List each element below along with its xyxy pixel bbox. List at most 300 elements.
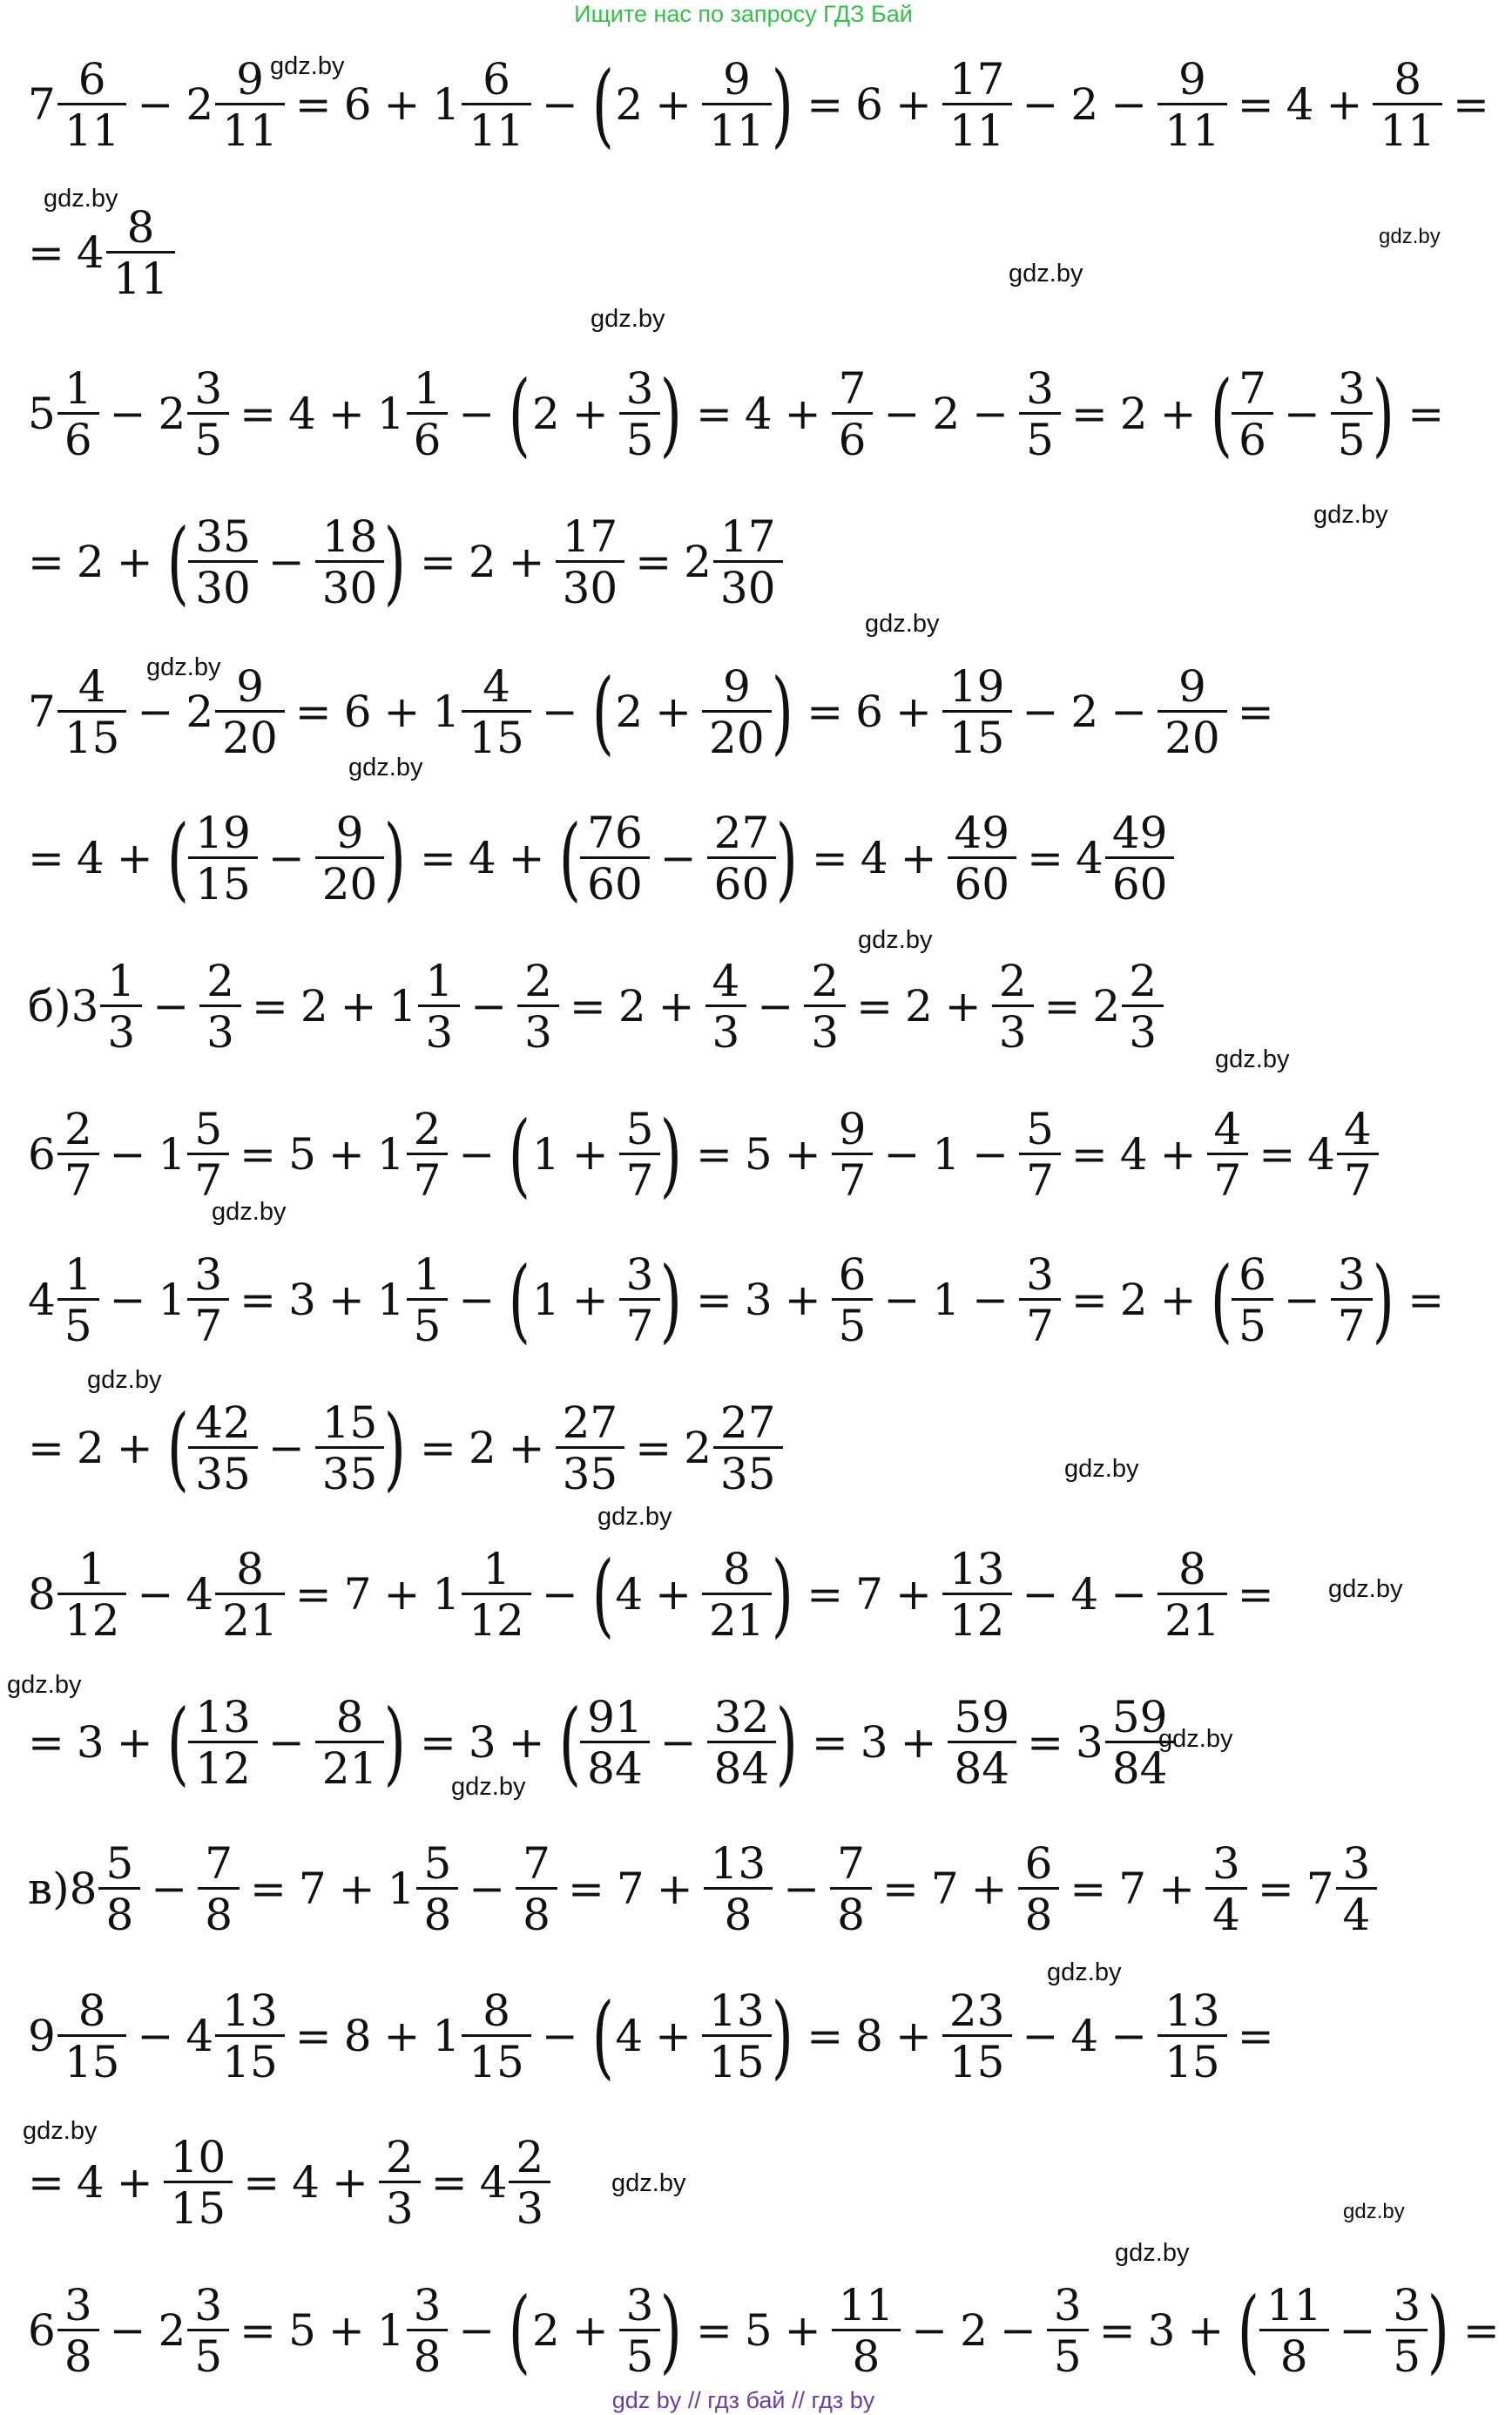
fraction <box>381 2131 419 2234</box>
operator: + <box>383 687 421 737</box>
fraction-stack <box>709 955 744 1058</box>
operator: = <box>567 1864 604 1914</box>
denominator: 5 <box>619 2329 661 2378</box>
right-paren: ) <box>1372 1247 1394 1353</box>
operator: − <box>1339 2305 1376 2356</box>
operator: = <box>1259 1129 1296 1180</box>
whole-part: 6 <box>28 1129 56 1180</box>
whole-part: 1 <box>376 389 405 439</box>
fraction-stack <box>219 660 281 763</box>
fraction <box>1021 1248 1059 1351</box>
fraction <box>707 955 746 1058</box>
operator: + <box>571 389 609 439</box>
numerator: 42 <box>195 1397 251 1448</box>
fraction-stack <box>705 1985 768 2087</box>
numerator: 8 <box>1178 1543 1206 1594</box>
denominator: 8 <box>57 2329 99 2378</box>
denominator: 8 <box>516 1887 557 1937</box>
right-paren: ) <box>660 1101 683 1208</box>
fraction <box>621 1248 659 1351</box>
operator: + <box>900 1717 937 1768</box>
operator: = <box>251 981 288 1032</box>
operator: − <box>883 389 921 439</box>
operator: − <box>137 79 174 130</box>
right-paren: ) <box>384 805 407 911</box>
term: 7 <box>855 1569 883 1620</box>
denominator: 12 <box>188 1741 258 1790</box>
operator: = <box>807 2011 844 2061</box>
whole-part: 2 <box>158 389 186 439</box>
fraction-stack <box>946 1543 1009 1646</box>
mixed-number <box>376 1103 447 1206</box>
whole-part: 1 <box>432 1569 461 1620</box>
term: 1 <box>531 1129 560 1180</box>
fraction-stack <box>61 53 124 156</box>
operator: − <box>458 389 496 439</box>
fraction <box>1159 1985 1225 2087</box>
operator: + <box>900 833 937 883</box>
denominator: 7 <box>187 1153 229 1202</box>
operator: + <box>508 537 545 587</box>
fraction <box>1049 2279 1087 2382</box>
equation-line <box>28 51 1502 158</box>
operator: = <box>240 1275 277 1325</box>
fraction <box>834 2279 900 2382</box>
term: в) <box>28 1864 70 1914</box>
equation-line <box>28 361 1456 467</box>
numerator: 23 <box>948 1985 1005 2036</box>
right-paren: ) <box>771 1541 793 1647</box>
operator: = <box>419 833 456 883</box>
term: 7 <box>343 1569 372 1620</box>
fraction <box>834 1248 872 1351</box>
equation-line <box>28 955 1162 1058</box>
footer-links[interactable]: gdz by // гдз бай // гдз by <box>611 2387 875 2413</box>
numerator: 2 <box>1129 955 1158 1006</box>
term: 5 <box>288 1129 316 1180</box>
whole-part: 2 <box>684 537 712 587</box>
term: 3 <box>288 1275 316 1325</box>
fraction <box>944 1543 1010 1646</box>
numerator: 3 <box>194 362 223 414</box>
operator: − <box>1110 79 1148 130</box>
denominator: 35 <box>315 1446 385 1496</box>
denominator: 84 <box>948 1741 1017 1790</box>
operator: − <box>999 2305 1036 2356</box>
whole-part: 9 <box>28 2011 56 2061</box>
denominator: 7 <box>187 1298 229 1348</box>
mixed-number <box>186 1543 282 1646</box>
fraction-stack <box>711 807 773 910</box>
numerator: 5 <box>194 1103 223 1154</box>
mixed-number <box>28 1543 125 1646</box>
watermark-text: gdz.by <box>1115 2239 1190 2267</box>
fraction-stack <box>167 2131 230 2234</box>
denominator: 7 <box>619 1153 661 1202</box>
denominator: 7 <box>407 1153 449 1202</box>
continuation-equals: = <box>28 833 64 883</box>
numerator: 18 <box>321 511 378 562</box>
fraction <box>199 1837 238 1940</box>
fraction <box>704 53 770 156</box>
term: 5 <box>744 1129 773 1180</box>
fraction-stack <box>61 660 124 763</box>
numerator: 5 <box>1026 1103 1054 1154</box>
watermark-text: gdz.by <box>1064 1455 1139 1483</box>
watermark-text: gdz.by <box>1158 1725 1233 1753</box>
fraction <box>1387 2279 1426 2382</box>
numerator: 13 <box>710 1837 766 1889</box>
denominator: 30 <box>315 560 385 610</box>
mixed-number <box>28 53 125 156</box>
operator: + <box>116 537 153 587</box>
term: 4 <box>615 2011 644 2061</box>
numerator: 2 <box>998 955 1027 1006</box>
whole-part: 4 <box>186 2011 214 2061</box>
operator: + <box>894 687 932 737</box>
mixed-number <box>28 2279 98 2382</box>
denominator: 20 <box>315 856 385 906</box>
mixed-number <box>186 1985 282 2087</box>
continuation-equals: = <box>28 1423 64 1473</box>
operator: = <box>1237 79 1274 130</box>
operator: = <box>1237 2011 1274 2061</box>
numerator: 13 <box>948 1543 1005 1594</box>
numerator: 8 <box>126 201 155 253</box>
operator: + <box>383 79 421 130</box>
fraction-stack <box>319 1397 381 1499</box>
fraction-stack <box>623 1103 658 1206</box>
numerator: 59 <box>1111 1691 1168 1742</box>
operator: + <box>383 2011 421 2061</box>
operator: − <box>972 1129 1009 1180</box>
numerator: 9 <box>1178 53 1206 105</box>
operator: − <box>1283 389 1320 439</box>
operator: + <box>1158 1864 1195 1914</box>
watermark-text: gdz.by <box>7 1671 82 1699</box>
operator: − <box>1110 1569 1148 1620</box>
denominator: 5 <box>187 412 229 462</box>
operator: = <box>1027 833 1064 883</box>
operator: = <box>1098 2305 1136 2356</box>
denominator: 20 <box>702 710 772 760</box>
term: 4 <box>1070 2011 1099 2061</box>
left-paren: ( <box>1210 361 1232 467</box>
numerator: 49 <box>1111 807 1168 858</box>
fraction <box>949 1691 1016 1794</box>
fraction-stack <box>835 1248 870 1351</box>
denominator: 15 <box>942 2034 1012 2084</box>
numerator: 7 <box>205 1837 233 1889</box>
fraction <box>519 955 557 1058</box>
whole-part: 3 <box>71 981 99 1032</box>
left-paren: ( <box>509 1247 531 1353</box>
fraction-stack <box>102 1837 137 1940</box>
fraction <box>1159 1543 1225 1646</box>
fraction-stack <box>192 1397 254 1499</box>
operator: − <box>267 1717 305 1768</box>
fraction-stack <box>1023 1248 1057 1351</box>
operator: − <box>458 1275 496 1325</box>
denominator: 12 <box>57 1593 127 1642</box>
left-paren: ( <box>591 1983 614 2089</box>
fraction <box>944 660 1010 763</box>
numerator: 4 <box>712 955 740 1006</box>
numerator: 2 <box>206 955 234 1006</box>
fraction <box>317 511 383 613</box>
fraction-stack <box>465 53 528 156</box>
fraction <box>190 1691 256 1794</box>
numerator: 8 <box>78 1985 106 2036</box>
operator: − <box>972 1275 1009 1325</box>
mixed-number <box>376 1248 447 1351</box>
operator: + <box>331 2157 368 2208</box>
operator: − <box>541 2011 578 2061</box>
fraction-stack <box>104 955 138 1058</box>
operator: = <box>696 2305 732 2356</box>
numerator: 8 <box>236 1543 264 1594</box>
operator: + <box>784 1129 821 1180</box>
whole-part: 8 <box>28 1569 56 1620</box>
numerator: 4 <box>483 660 510 712</box>
mixed-number <box>76 201 173 304</box>
operator: = <box>696 1275 732 1325</box>
fraction <box>709 807 775 910</box>
right-paren: ) <box>1427 2277 1450 2384</box>
fraction-stack <box>203 955 238 1058</box>
denominator: 7 <box>1331 1298 1373 1348</box>
numerator: 17 <box>562 511 618 562</box>
denominator: 8 <box>1259 2329 1329 2378</box>
fraction <box>621 2279 659 2382</box>
fraction-stack <box>1389 2279 1424 2382</box>
term: 2 <box>531 2305 560 2356</box>
fraction <box>704 660 770 763</box>
term: 6 <box>343 687 372 737</box>
fraction <box>1374 53 1441 156</box>
term: 2 <box>300 981 328 1032</box>
equation-line <box>28 201 173 304</box>
operator: − <box>1022 79 1059 130</box>
denominator: 15 <box>57 710 127 760</box>
whole-part: 1 <box>432 79 461 130</box>
mixed-number <box>28 1103 98 1206</box>
denominator: 15 <box>1158 2034 1227 2084</box>
operator: = <box>635 1423 672 1473</box>
operator: + <box>383 1569 421 1620</box>
mixed-number <box>432 660 529 763</box>
operator: + <box>655 1569 692 1620</box>
operator: − <box>458 2305 496 2356</box>
fraction-stack <box>1340 1837 1374 1940</box>
operator: − <box>470 981 508 1032</box>
whole-part: 1 <box>376 2305 405 2356</box>
fraction-stack <box>1263 2279 1326 2382</box>
equation-line <box>28 1837 1375 1940</box>
numerator: 6 <box>483 53 510 105</box>
continuation-equals: = <box>28 2157 64 2208</box>
fraction-stack <box>559 511 622 613</box>
operator: − <box>1022 2011 1059 2061</box>
denominator: 7 <box>1207 1153 1249 1202</box>
fraction <box>1021 1103 1059 1206</box>
fraction-stack <box>1211 1103 1245 1206</box>
term: 1 <box>932 1275 961 1325</box>
numerator: 27 <box>562 1397 618 1448</box>
numerator: 1 <box>413 1248 442 1300</box>
numerator: 49 <box>954 807 1010 858</box>
numerator: 7 <box>523 1837 550 1889</box>
watermark-text: gdz.by <box>270 52 345 80</box>
denominator: 5 <box>1047 2329 1089 2378</box>
numerator: 9 <box>335 807 364 858</box>
operator: = <box>430 2157 468 2208</box>
numerator: 8 <box>722 1543 751 1594</box>
fraction <box>201 955 240 1058</box>
fraction <box>1020 1837 1058 1940</box>
numerator: 59 <box>954 1691 1010 1742</box>
left-paren: ( <box>591 51 614 158</box>
right-paren: ) <box>660 361 683 467</box>
operator: = <box>1453 79 1489 130</box>
mixed-number <box>376 2279 447 2382</box>
term: 2 <box>904 981 933 1032</box>
term: 2 <box>1119 389 1148 439</box>
operator: = <box>1462 2305 1500 2356</box>
operator: − <box>137 2011 174 2061</box>
numerator: 1 <box>78 1543 106 1594</box>
mixed-number <box>1306 1837 1376 1940</box>
watermark-text: gdz.by <box>1379 225 1441 248</box>
left-paren: ( <box>1238 2277 1260 2384</box>
operator: − <box>883 1129 921 1180</box>
numerator: 19 <box>195 807 251 858</box>
right-paren: ) <box>1372 361 1394 467</box>
operator: + <box>784 2305 821 2356</box>
denominator: 60 <box>707 856 777 906</box>
numerator: 27 <box>713 807 770 858</box>
denominator: 7 <box>57 1153 99 1202</box>
numerator: 5 <box>105 1837 134 1889</box>
operator: + <box>116 833 153 883</box>
whole-part: 1 <box>376 1129 405 1180</box>
fraction <box>994 955 1032 1058</box>
right-paren: ) <box>660 1247 683 1353</box>
fraction-stack <box>1161 660 1224 763</box>
numerator: 17 <box>948 53 1005 105</box>
operator: − <box>1110 2011 1148 2061</box>
numerator: 3 <box>194 2279 223 2330</box>
whole-part: 4 <box>28 1275 56 1325</box>
operator: + <box>1159 389 1197 439</box>
mixed-number <box>376 362 447 465</box>
denominator: 4 <box>1205 1887 1247 1937</box>
mixed-number <box>28 1985 125 2087</box>
denominator: 21 <box>702 1593 772 1642</box>
denominator: 30 <box>713 560 783 610</box>
right-paren: ) <box>771 51 793 158</box>
operator: + <box>658 981 695 1032</box>
whole-part: 2 <box>1092 981 1121 1032</box>
mixed-number <box>158 1248 228 1351</box>
whole-part: 1 <box>158 1275 186 1325</box>
operator: = <box>807 1569 844 1620</box>
fraction <box>806 955 844 1058</box>
numerator: 1 <box>107 955 136 1006</box>
watermark-text: gdz.by <box>865 610 940 638</box>
whole-part: 8 <box>69 1864 98 1914</box>
numerator: 9 <box>1178 660 1206 712</box>
numerator: 6 <box>1024 1837 1053 1889</box>
term: 3 <box>76 1717 105 1768</box>
search-banner[interactable]: Ищите нас по запросу ГДЗ Бай <box>574 1 913 27</box>
fraction-stack <box>201 1837 236 1940</box>
watermark-text: gdz.by <box>1009 260 1083 288</box>
term: 4 <box>76 833 105 883</box>
fraction-stack <box>711 1691 773 1794</box>
term: 4 <box>615 1569 644 1620</box>
denominator: 3 <box>379 2181 421 2230</box>
term: 4 <box>860 833 888 883</box>
fraction <box>704 1985 770 2087</box>
fraction-stack <box>835 1103 870 1206</box>
fraction <box>517 1837 556 1940</box>
fraction-stack <box>559 1397 622 1499</box>
fraction <box>832 1837 870 1940</box>
numerator: 3 <box>625 362 654 414</box>
left-paren: ( <box>166 509 189 615</box>
fraction <box>582 1691 648 1794</box>
denominator: 5 <box>1019 412 1061 462</box>
operator: − <box>1110 687 1148 737</box>
fraction-stack <box>192 807 254 910</box>
operator: = <box>1070 1864 1107 1914</box>
equation-line <box>28 1101 1377 1208</box>
mixed-number <box>432 1543 529 1646</box>
fraction <box>944 1985 1010 2087</box>
denominator: 8 <box>407 2329 449 2378</box>
denominator: 5 <box>619 412 661 462</box>
fraction-stack <box>623 2279 658 2382</box>
numerator: 27 <box>719 1397 776 1448</box>
denominator: 11 <box>702 103 772 152</box>
fraction <box>190 511 256 613</box>
whole-part: 4 <box>1307 1129 1336 1180</box>
term: 2 <box>960 2305 988 2356</box>
fraction-stack <box>1125 955 1160 1058</box>
operator: + <box>571 1129 609 1180</box>
fraction-stack <box>835 362 870 465</box>
operator: = <box>243 2157 280 2208</box>
operator: − <box>152 981 190 1032</box>
whole-part: 2 <box>186 687 214 737</box>
denominator: 60 <box>948 856 1017 906</box>
operator: = <box>1257 1864 1294 1914</box>
right-paren: ) <box>776 805 799 911</box>
denominator: 6 <box>832 412 874 462</box>
denominator: 8 <box>98 1887 140 1937</box>
numerator: 3 <box>64 2279 92 2330</box>
operator: − <box>1283 1275 1320 1325</box>
fraction-stack <box>807 955 842 1058</box>
term: б) <box>28 981 71 1032</box>
term: 2 <box>468 1423 496 1473</box>
term: 2 <box>531 389 560 439</box>
numerator: 2 <box>385 2131 414 2182</box>
operator: + <box>508 1423 545 1473</box>
denominator: 11 <box>942 103 1012 152</box>
operator: + <box>116 1423 153 1473</box>
